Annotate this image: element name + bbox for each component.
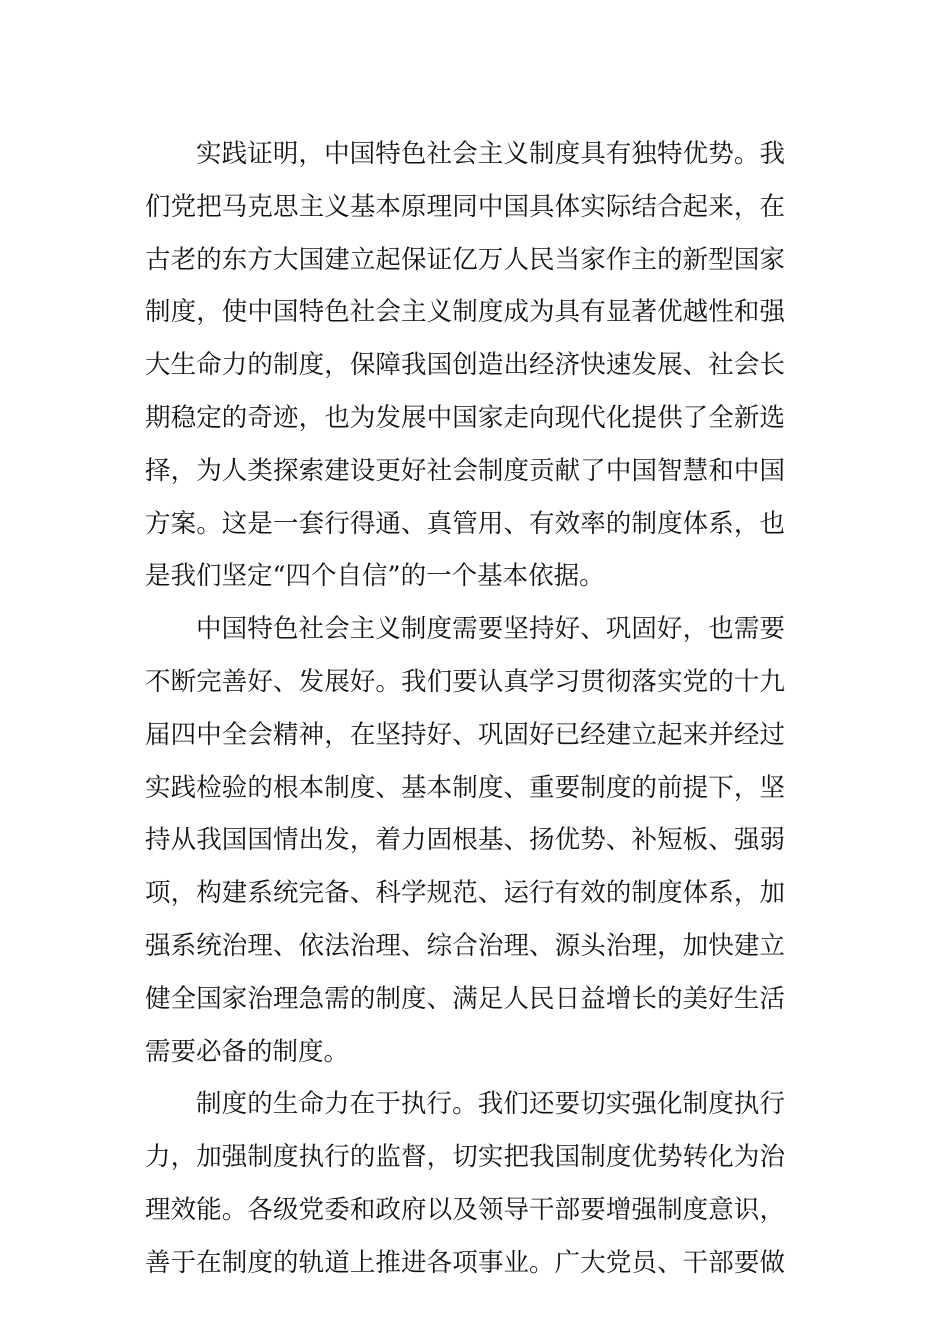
text-line: 届四中全会精神，在坚持好、巩固好已经建立起来并经过 (145, 719, 785, 750)
body-text (145, 128, 785, 1290)
text-line: 期稳定的奇迹，也为发展中国家走向现代化提供了全新选 (145, 402, 785, 433)
text-line: 项，构建系统完备、科学规范、运行有效的制度体系，加 (145, 878, 785, 909)
text-line: 持从我国国情出发，着力固根基、扬优势、补短板、强弱 (145, 825, 785, 856)
text-line: 力，加强制度执行的监督，切实把我国制度优势转化为治 (145, 1142, 785, 1173)
text-line: 理效能。各级党委和政府以及领导干部要增强制度意识， (145, 1194, 785, 1225)
text-line: 实践证明，中国特色社会主义制度具有独特优势。我 (196, 139, 785, 169)
text-line: 大生命力的制度，保障我国创造出经济快速发展、社会长 (145, 350, 785, 381)
text-line: 实践检验的根本制度、基本制度、重要制度的前提下，坚 (145, 772, 785, 803)
text-line: 善于在制度的轨道上推进各项事业。广大党员、干部要做 (145, 1247, 785, 1278)
text-line: 古老的东方大国建立起保证亿万人民当家作主的新型国家 (145, 244, 785, 275)
text-line: 们党把马克思主义基本原理同中国具体实际结合起来，在 (145, 191, 785, 222)
text-line: 不断完善好、发展好。我们要认真学习贯彻落实党的十九 (145, 666, 785, 697)
text-line: 中国特色社会主义制度需要坚持好、巩固好，也需要 (196, 614, 785, 645)
text-line: 择，为人类探索建设更好社会制度贡献了中国智慧和中国 (145, 455, 785, 486)
text-line: 健全国家治理急需的制度、满足人民日益增长的美好生活 (145, 983, 785, 1014)
text-line: 制度的生命力在于执行。我们还要切实强化制度执行 (196, 1089, 785, 1120)
paragraph-3 (145, 1078, 785, 1289)
text-line: 需要必备的制度。 (145, 1036, 350, 1067)
paragraph-1 (145, 128, 785, 603)
text-line: 强系统治理、依法治理、综合治理、源头治理，加快建立 (145, 930, 785, 961)
text-line: 制度，使中国特色社会主义制度成为具有显著优越性和强 (145, 297, 785, 328)
text-line: 是我们坚定“四个自信”的一个基本依据。 (145, 561, 605, 592)
paragraph-2 (145, 603, 785, 1078)
text-line: 方案。这是一套行得通、真管用、有效率的制度体系，也 (145, 508, 785, 539)
